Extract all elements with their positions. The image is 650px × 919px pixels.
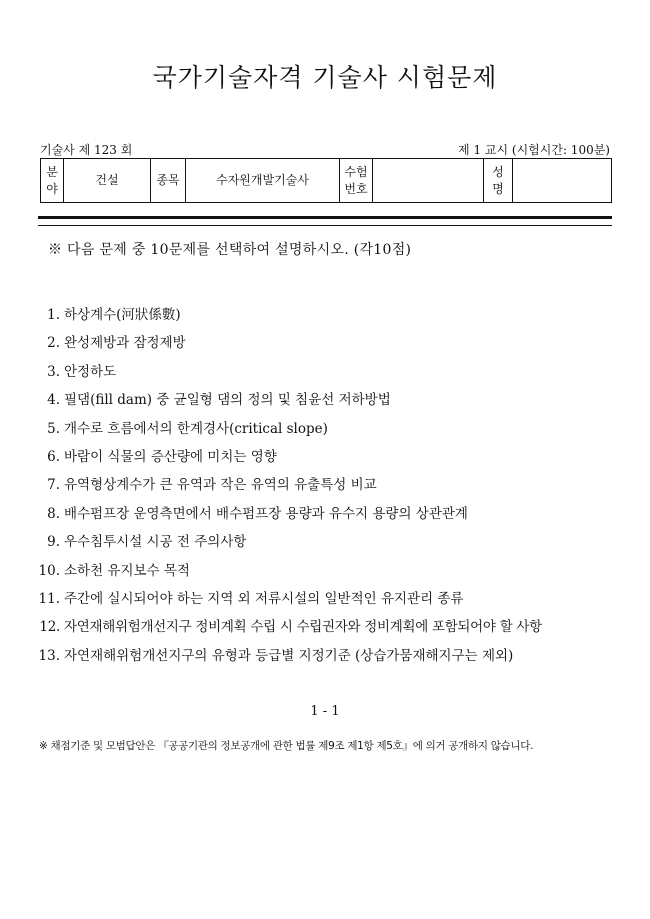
field-label: 분 야 — [41, 159, 64, 203]
question-number: 13. — [38, 647, 60, 664]
question-item — [38, 502, 628, 530]
page-title: 국가기술자격 기술사 시험문제 — [152, 63, 498, 92]
question-number: 1. — [47, 307, 60, 323]
question-list — [38, 303, 628, 672]
question-text: 주간에 실시되어야 하는 지역 외 저류시설의 일반적인 유지관리 종류 — [64, 590, 464, 607]
question-item — [38, 360, 628, 388]
instruction-text: ※ 다음 문제 중 10문제를 선택하여 설명하시오. (각10점) — [48, 242, 412, 258]
category-value: 수자원개발기술사 — [186, 159, 340, 203]
name-field — [513, 159, 612, 203]
question-number: 12. — [39, 619, 60, 636]
question-text: 배수펌프장 운영측면에서 배수펌프장 용량과 유수지 용량의 상관관계 — [64, 505, 468, 522]
question-text: 개수로 흐름에서의 한계경사(critical slope) — [64, 420, 328, 437]
divider-thin — [38, 225, 612, 226]
exam-meta-row — [40, 141, 610, 157]
question-item — [38, 559, 628, 587]
question-text: 바람이 식물의 증산량에 미치는 영향 — [64, 448, 277, 465]
question-item — [38, 473, 628, 501]
question-number: 11. — [38, 590, 60, 607]
question-text: 완성제방과 잠정제방 — [64, 335, 186, 352]
question-text: 하상계수(河狀係數) — [64, 307, 181, 323]
question-number: 2. — [47, 335, 60, 352]
question-item — [38, 303, 628, 331]
question-item — [38, 587, 628, 615]
question-item — [38, 331, 628, 359]
question-number: 9. — [47, 534, 60, 551]
question-item — [38, 530, 628, 558]
question-text: 자연재해위험개선지구 정비계획 수립 시 수립권자와 정비계획에 포함되어야 할 사항 — [64, 619, 542, 636]
divider-thick — [38, 216, 612, 219]
question-item — [38, 615, 628, 643]
question-text: 자연재해위험개선지구의 유형과 등급별 지정기준 (상습가뭄재해지구는 제외) — [64, 647, 514, 664]
name-label: 성 명 — [484, 159, 513, 203]
question-item — [38, 644, 628, 672]
question-number: 8. — [47, 505, 60, 522]
page-number: 1 - 1 — [310, 704, 340, 719]
exam-info-table — [40, 158, 612, 203]
question-item — [38, 388, 628, 416]
question-number: 6. — [47, 448, 60, 465]
question-number: 3. — [47, 363, 60, 380]
category-label: 종목 — [151, 159, 186, 203]
question-text: 필댐(fill dam) 중 균일형 댐의 정의 및 침윤선 저하방법 — [64, 392, 391, 409]
question-text: 유역형상계수가 큰 유역과 작은 유역의 유출특성 비교 — [64, 477, 377, 494]
exam-number-label: 수험 번호 — [340, 159, 373, 203]
question-number: 4. — [47, 392, 60, 409]
question-number: 5. — [47, 420, 60, 437]
question-number: 7. — [47, 477, 60, 494]
exam-number-field — [373, 159, 484, 203]
question-item — [38, 445, 628, 473]
exam-period: 제 1 교시 (시험시간: 100분) — [458, 143, 610, 157]
field-value: 건설 — [64, 159, 151, 203]
exam-session: 기술사 제 123 회 — [40, 143, 133, 157]
question-text: 우수침투시설 시공 전 주의사항 — [64, 534, 247, 551]
question-item — [38, 417, 628, 445]
question-text: 안정하도 — [64, 363, 117, 380]
question-number: 10. — [38, 562, 60, 579]
footer-note: ※ 채점기준 및 모범답안은 『공공기관의 정보공개에 관한 법률 제9조 제1항 제5호』에 의거 공개하지 않습니다. — [39, 740, 534, 752]
question-text: 소하천 유지보수 목적 — [64, 562, 190, 579]
